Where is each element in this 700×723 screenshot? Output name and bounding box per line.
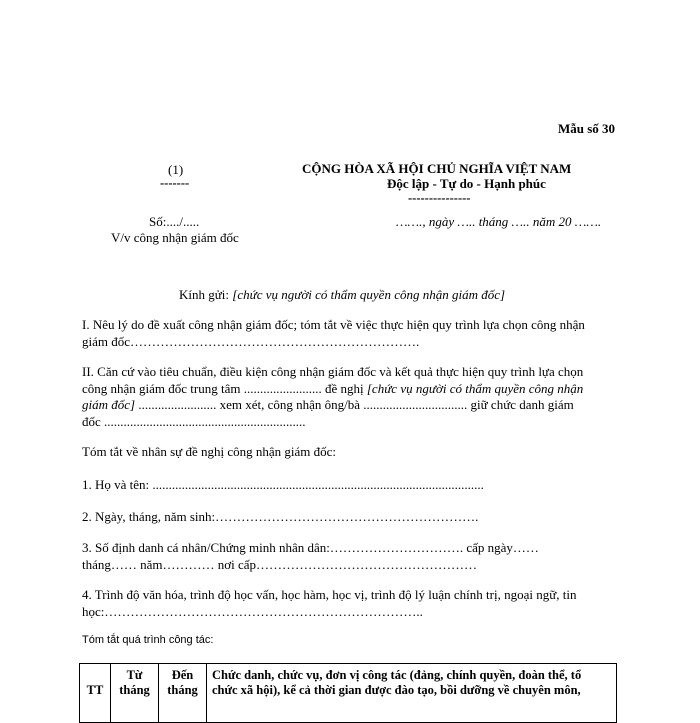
republic-title: CỘNG HÒA XÃ HỘI CHỦ NGHĨA VIỆT NAM	[302, 161, 572, 176]
addressee	[179, 287, 505, 303]
field-id-line: tháng…… năm………… nơi cấp……………………………………………	[82, 556, 478, 572]
document-number: Số:..../.....	[149, 214, 200, 229]
table-header-from: Từ tháng	[111, 664, 159, 722]
section-proposal-line: công nhận giám đốc trung tâm ........................ đề nghị [chức vụ người có thẩm quyền công nhận	[82, 380, 584, 396]
field-id-number	[82, 540, 622, 573]
section-reason-line: giám đốc………………………………………………………….	[82, 333, 420, 349]
section-proposal-line: II. Căn cứ vào tiêu chuẩn, điều kiện công nhận giám đốc và kết quả thực hiện quy trình lựa chọn	[82, 364, 584, 379]
section-reason-line: I. Nêu lý do đề xuất công nhận giám đốc; tóm tắt về việc thực hiện quy trình lựa chọn công nhận	[82, 317, 585, 332]
section-proposal-line: đốc ..............................................................	[82, 413, 306, 429]
work-history-heading: Tóm tắt quá trình công tác:	[82, 634, 214, 646]
issuing-agency-code: (1)	[168, 162, 184, 177]
field-qualifications-line: 4. Trình độ văn hóa, trình độ học vấn, học hàm, học vị, trình độ lý luận chính trị, ngoại ngữ, tin	[82, 587, 577, 602]
place-and-date: ……., ngày ….. tháng ….. năm 20 …….	[396, 214, 602, 229]
field-qualifications-line: học:………………………………………………………………..	[82, 603, 423, 619]
field-qualifications	[82, 587, 622, 620]
addressee-prefix: Kính gửi:	[179, 287, 230, 302]
motto: Độc lập - Tự do - Hạnh phúc	[387, 176, 546, 191]
table-header-to: Đến tháng	[159, 664, 207, 722]
section-reason	[82, 317, 622, 350]
field-date-of-birth: 2. Ngày, tháng, năm sinh:…………………………………………………….	[82, 509, 479, 524]
section-proposal-line: giám đốc] ........................ xem xét, công nhận ông/bà ................................ giữ chức danh giám	[82, 397, 574, 412]
field-full-name: 1. Họ và tên: ......................................................................................................	[82, 477, 484, 492]
work-history-table	[79, 663, 617, 723]
form-number: Mẫu số 30	[558, 121, 616, 136]
field-id-line: 3. Số định danh cá nhân/Chứng minh nhân dân:…………………………. cấp ngày……	[82, 540, 539, 555]
addressee-value: [chức vụ người có thẩm quyền công nhận giám đốc]	[232, 287, 506, 302]
agency-rule: -------	[160, 176, 190, 190]
summary-heading: Tóm tắt về nhân sự đề nghị công nhận giám đốc:	[82, 444, 336, 459]
table-header-position: Chức danh, chức vụ, đơn vị công tác (đảng, chính quyền, đoàn thể, tổ chức xã hội), kể cả thời gian được đào tạo, bồi dưỡng về chuyên môn,	[212, 668, 582, 697]
table-header-tt: TT	[80, 664, 111, 722]
document-subject: V/v công nhận giám đốc	[111, 230, 239, 245]
motto-rule: ---------------	[408, 191, 471, 205]
section-proposal	[82, 364, 622, 430]
